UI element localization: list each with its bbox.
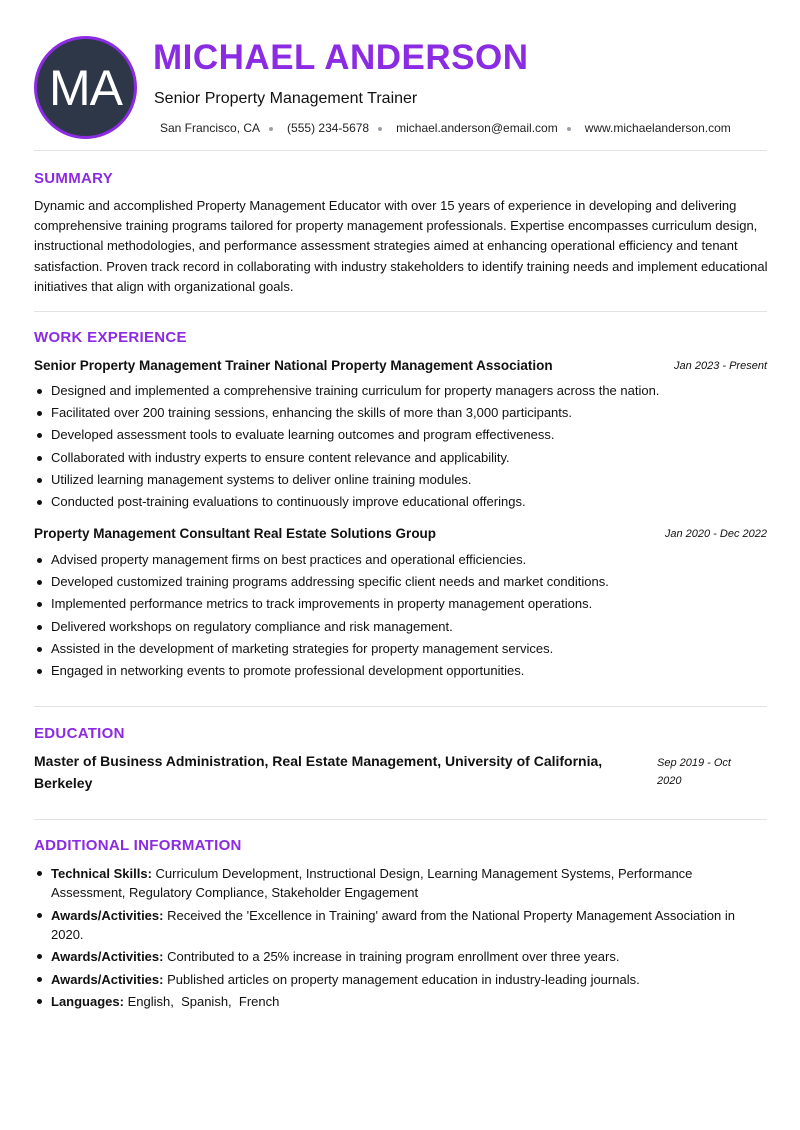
item-text: Published articles on property management education in industry-leading journals. xyxy=(167,971,640,987)
divider xyxy=(34,150,767,151)
list-item: Engaged in networking events to promote professional development opportunities. xyxy=(34,662,767,684)
job-bullets xyxy=(34,551,767,684)
list-item: Delivered workshops on regulatory compliance and risk management. xyxy=(34,618,767,640)
list-item: Advised property management firms on best practices and operational efficiencies. xyxy=(34,551,767,573)
education-degree: Master of Business Administration, Real Estate Management, University of California, Berkeley xyxy=(34,753,603,791)
job-date: Jan 2023 - Present xyxy=(674,360,767,372)
list-item xyxy=(34,906,767,944)
contact-phone: (555) 234-5678 xyxy=(287,121,370,135)
list-item: Utilized learning management systems to deliver online training modules. xyxy=(34,471,767,493)
work-experience-heading: WORK EXPERIENCE xyxy=(34,329,187,346)
separator-dot xyxy=(269,127,273,131)
job-date: Jan 2020 - Dec 2022 xyxy=(664,528,767,540)
list-item: Developed assessment tools to evaluate learning outcomes and program effectiveness. xyxy=(34,426,767,448)
job-title: Senior Property Management Trainer National Property Management Association xyxy=(34,358,553,373)
summary-heading: SUMMARY xyxy=(34,170,114,187)
list-item: Conducted post-training evaluations to continuously improve educational offerings. xyxy=(34,493,767,515)
education-heading: EDUCATION xyxy=(34,725,125,742)
education-date: Sep 2019 - Oct 2020 xyxy=(657,757,731,787)
divider xyxy=(34,819,767,820)
item-text: Received the 'Excellence in Training' award from the National Property Management Association in 2020. xyxy=(51,907,735,942)
list-item: Collaborated with industry experts to ensure content relevance and applicability. xyxy=(34,449,767,471)
contact-info xyxy=(160,121,731,135)
item-text: English, Spanish, French xyxy=(127,994,280,1010)
divider xyxy=(34,311,767,312)
contact-location: San Francisco, CA xyxy=(160,121,261,135)
candidate-title: Senior Property Management Trainer xyxy=(154,90,418,107)
item-label: Awards/Activities: xyxy=(51,971,164,987)
summary-text: Dynamic and accomplished Property Management Educator with over 15 years of experience in developing and delivering comprehensive training programs tailored for property management professionals. Expertise encompasses curriculum design, instructional methodologies, and performance assessment strategies aimed at enhancing operational efficiency and tenant satisfaction. Proven track record in collaborating with industry stakeholders to identify training needs and implement educational initiatives that align with organizational goals. xyxy=(34,198,768,294)
item-label: Awards/Activities: xyxy=(51,907,164,923)
item-text: Contributed to a 25% increase in training program enrollment over three years. xyxy=(167,949,620,965)
avatar-initials: MA xyxy=(49,59,122,116)
list-item xyxy=(34,992,767,1011)
list-item: Implemented performance metrics to track improvements in property management operations. xyxy=(34,595,767,617)
job-header xyxy=(34,358,767,376)
additional-info-heading: ADDITIONAL INFORMATION xyxy=(34,837,242,854)
list-item: Assisted in the development of marketing strategies for property management services. xyxy=(34,640,767,662)
job-title: Property Management Consultant Real Estate Solutions Group xyxy=(34,526,437,541)
list-item xyxy=(34,947,767,966)
separator-dot xyxy=(567,127,571,131)
list-item: Facilitated over 200 training sessions, enhancing the skills of more than 3,000 participants. xyxy=(34,404,767,426)
contact-website[interactable]: www.michaelanderson.com xyxy=(584,121,731,135)
item-label: Languages: xyxy=(51,994,124,1010)
job-bullets xyxy=(34,382,767,515)
list-item: Developed customized training programs addressing specific client needs and market conditions. xyxy=(34,573,767,595)
job-header xyxy=(34,526,767,544)
list-item: Designed and implemented a comprehensive training curriculum for property managers across the nation. xyxy=(34,382,767,404)
divider xyxy=(34,706,767,707)
resume-header xyxy=(34,34,767,138)
list-item xyxy=(34,864,767,902)
avatar xyxy=(34,36,137,139)
item-label: Awards/Activities: xyxy=(51,949,164,965)
additional-info-list xyxy=(34,864,767,1015)
separator-dot xyxy=(378,127,382,131)
item-label: Technical Skills: xyxy=(51,866,152,881)
candidate-name: MICHAEL ANDERSON xyxy=(153,38,529,77)
list-item xyxy=(34,970,767,989)
contact-email[interactable]: michael.anderson@email.com xyxy=(396,121,558,135)
item-text: Curriculum Development, Instructional Design, Learning Management Systems, Performance Assessment, Regulatory Compliance, Stakeholder Engagement xyxy=(51,866,693,900)
